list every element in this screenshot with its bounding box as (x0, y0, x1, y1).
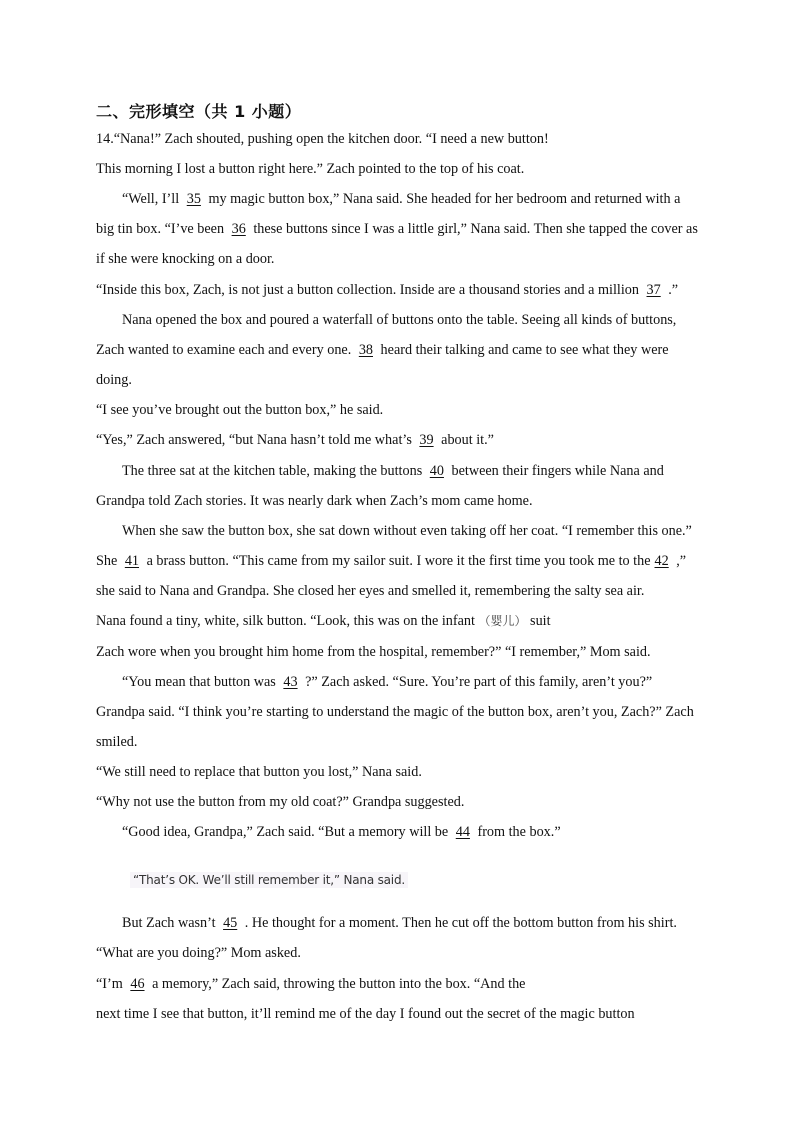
blank-42: 42 (654, 553, 669, 569)
text-line: next time I see that button, it’ll remind me of the day I found out the secret of the magic button (96, 1006, 635, 1022)
text-span: between their fingers while Nana and (447, 463, 664, 479)
text-line: “Why not use the button from my old coat?” Grandpa suggested. (96, 794, 465, 810)
text-span: ,” (672, 553, 687, 569)
text-line (122, 823, 561, 841)
text-span: about it.” (437, 432, 494, 448)
section-heading: 二、完形填空（共 1 小题） (96, 102, 302, 121)
blank-40: 40 (429, 463, 444, 479)
text-span: The three sat at the kitchen table, making the buttons (122, 463, 426, 479)
text-span: these buttons since I was a little girl,” Nana said. Then she tapped the cover as (249, 221, 698, 237)
blank-37: 37 (646, 282, 661, 298)
text-span: a brass button. “This came from my sailor suit. I wore it the first time you took me to the (143, 553, 651, 569)
text-span: big tin box. “I’ve been (96, 221, 228, 237)
text-span: “Yes,” Zach answered, “but Nana hasn’t told me what’s (96, 432, 416, 448)
text-span: “Good idea, Grandpa,” Zach said. “But a memory will be (122, 824, 452, 840)
text-span: my magic button box,” Nana said. She headed for her bedroom and returned with a (204, 191, 681, 207)
text-line: Grandpa said. “I think you’re starting to understand the magic of the button box, aren’t you, Zach?” Zach (96, 704, 694, 720)
text-line (96, 220, 698, 238)
text-line: if she were knocking on a door. (96, 251, 275, 267)
text-span: from the box.” (473, 824, 561, 840)
blank-45: 45 (223, 915, 238, 931)
text-line: Zach wore when you brought him home from the hospital, remember?” “I remember,” Mom said. (96, 644, 651, 660)
text-line: Nana opened the box and poured a waterfall of buttons onto the table. Seeing all kinds of buttons, (122, 312, 677, 328)
text-line (122, 190, 680, 208)
text-line: doing. (96, 372, 132, 388)
text-line: This morning I lost a button right here.” Zach pointed to the top of his coat. (96, 161, 525, 177)
text-span: “Inside this box, Zach, is not just a button collection. Inside are a thousand stories and a million (96, 282, 643, 298)
text-span: . He thought for a moment. Then he cut off the bottom button from his shirt. (241, 915, 677, 931)
text-span: Nana found a tiny, white, silk button. “Look, this was on the infant (96, 613, 479, 629)
text-line: “We still need to replace that button you lost,” Nana said. (96, 764, 422, 780)
text-line (96, 341, 669, 359)
text-span: .” (664, 282, 679, 298)
text-span: heard their talking and came to see what they were (377, 342, 669, 358)
text-span: “You mean that button was (122, 674, 280, 690)
blank-36: 36 (231, 221, 246, 237)
text-span: a memory,” Zach said, throwing the button into the box. “And the (148, 976, 526, 992)
text-line: “What are you doing?” Mom asked. (96, 945, 301, 961)
blank-43: 43 (283, 674, 298, 690)
text-line: 14.“Nana!” Zach shouted, pushing open the kitchen door. “I need a new button! (96, 131, 549, 147)
text-line (96, 281, 678, 299)
text-span: She (96, 553, 121, 569)
text-line: When she saw the button box, she sat down without even taking off her coat. “I remember this one.” (122, 523, 692, 539)
text-span: “Well, I’ll (122, 191, 183, 207)
blank-41: 41 (124, 553, 140, 569)
text-line: she said to Nana and Grandpa. She closed her eyes and smelled it, remembering the salty sea air. (96, 583, 645, 599)
text-line: Grandpa told Zach stories. It was nearly dark when Zach’s mom came home. (96, 493, 533, 509)
text-line (96, 552, 686, 570)
blank-44: 44 (455, 824, 470, 840)
blank-38: 38 (358, 342, 373, 358)
text-line (96, 975, 525, 993)
text-span: suit (526, 613, 551, 629)
text-line (96, 431, 494, 449)
text-span: But Zach wasn’t (122, 915, 220, 931)
text-line (122, 914, 677, 932)
text-line: smiled. (96, 734, 138, 750)
blank-39: 39 (419, 432, 434, 448)
text-line (122, 673, 652, 691)
blank-46: 46 (130, 976, 145, 992)
text-line (96, 612, 551, 630)
text-span: Zach wanted to examine each and every one. (96, 342, 355, 358)
text-line (122, 462, 664, 480)
text-span: “I’m (96, 976, 127, 992)
blank-35: 35 (186, 191, 201, 207)
embedded-text-image: “That’s OK. We’ll still remember it,” Nana said. (130, 872, 408, 888)
text-span: ?” Zach asked. “Sure. You’re part of this family, aren’t you?” (301, 674, 653, 690)
text-line: “I see you’ve brought out the button box,” he said. (96, 402, 384, 418)
chinese-gloss: （婴儿） (478, 614, 527, 628)
